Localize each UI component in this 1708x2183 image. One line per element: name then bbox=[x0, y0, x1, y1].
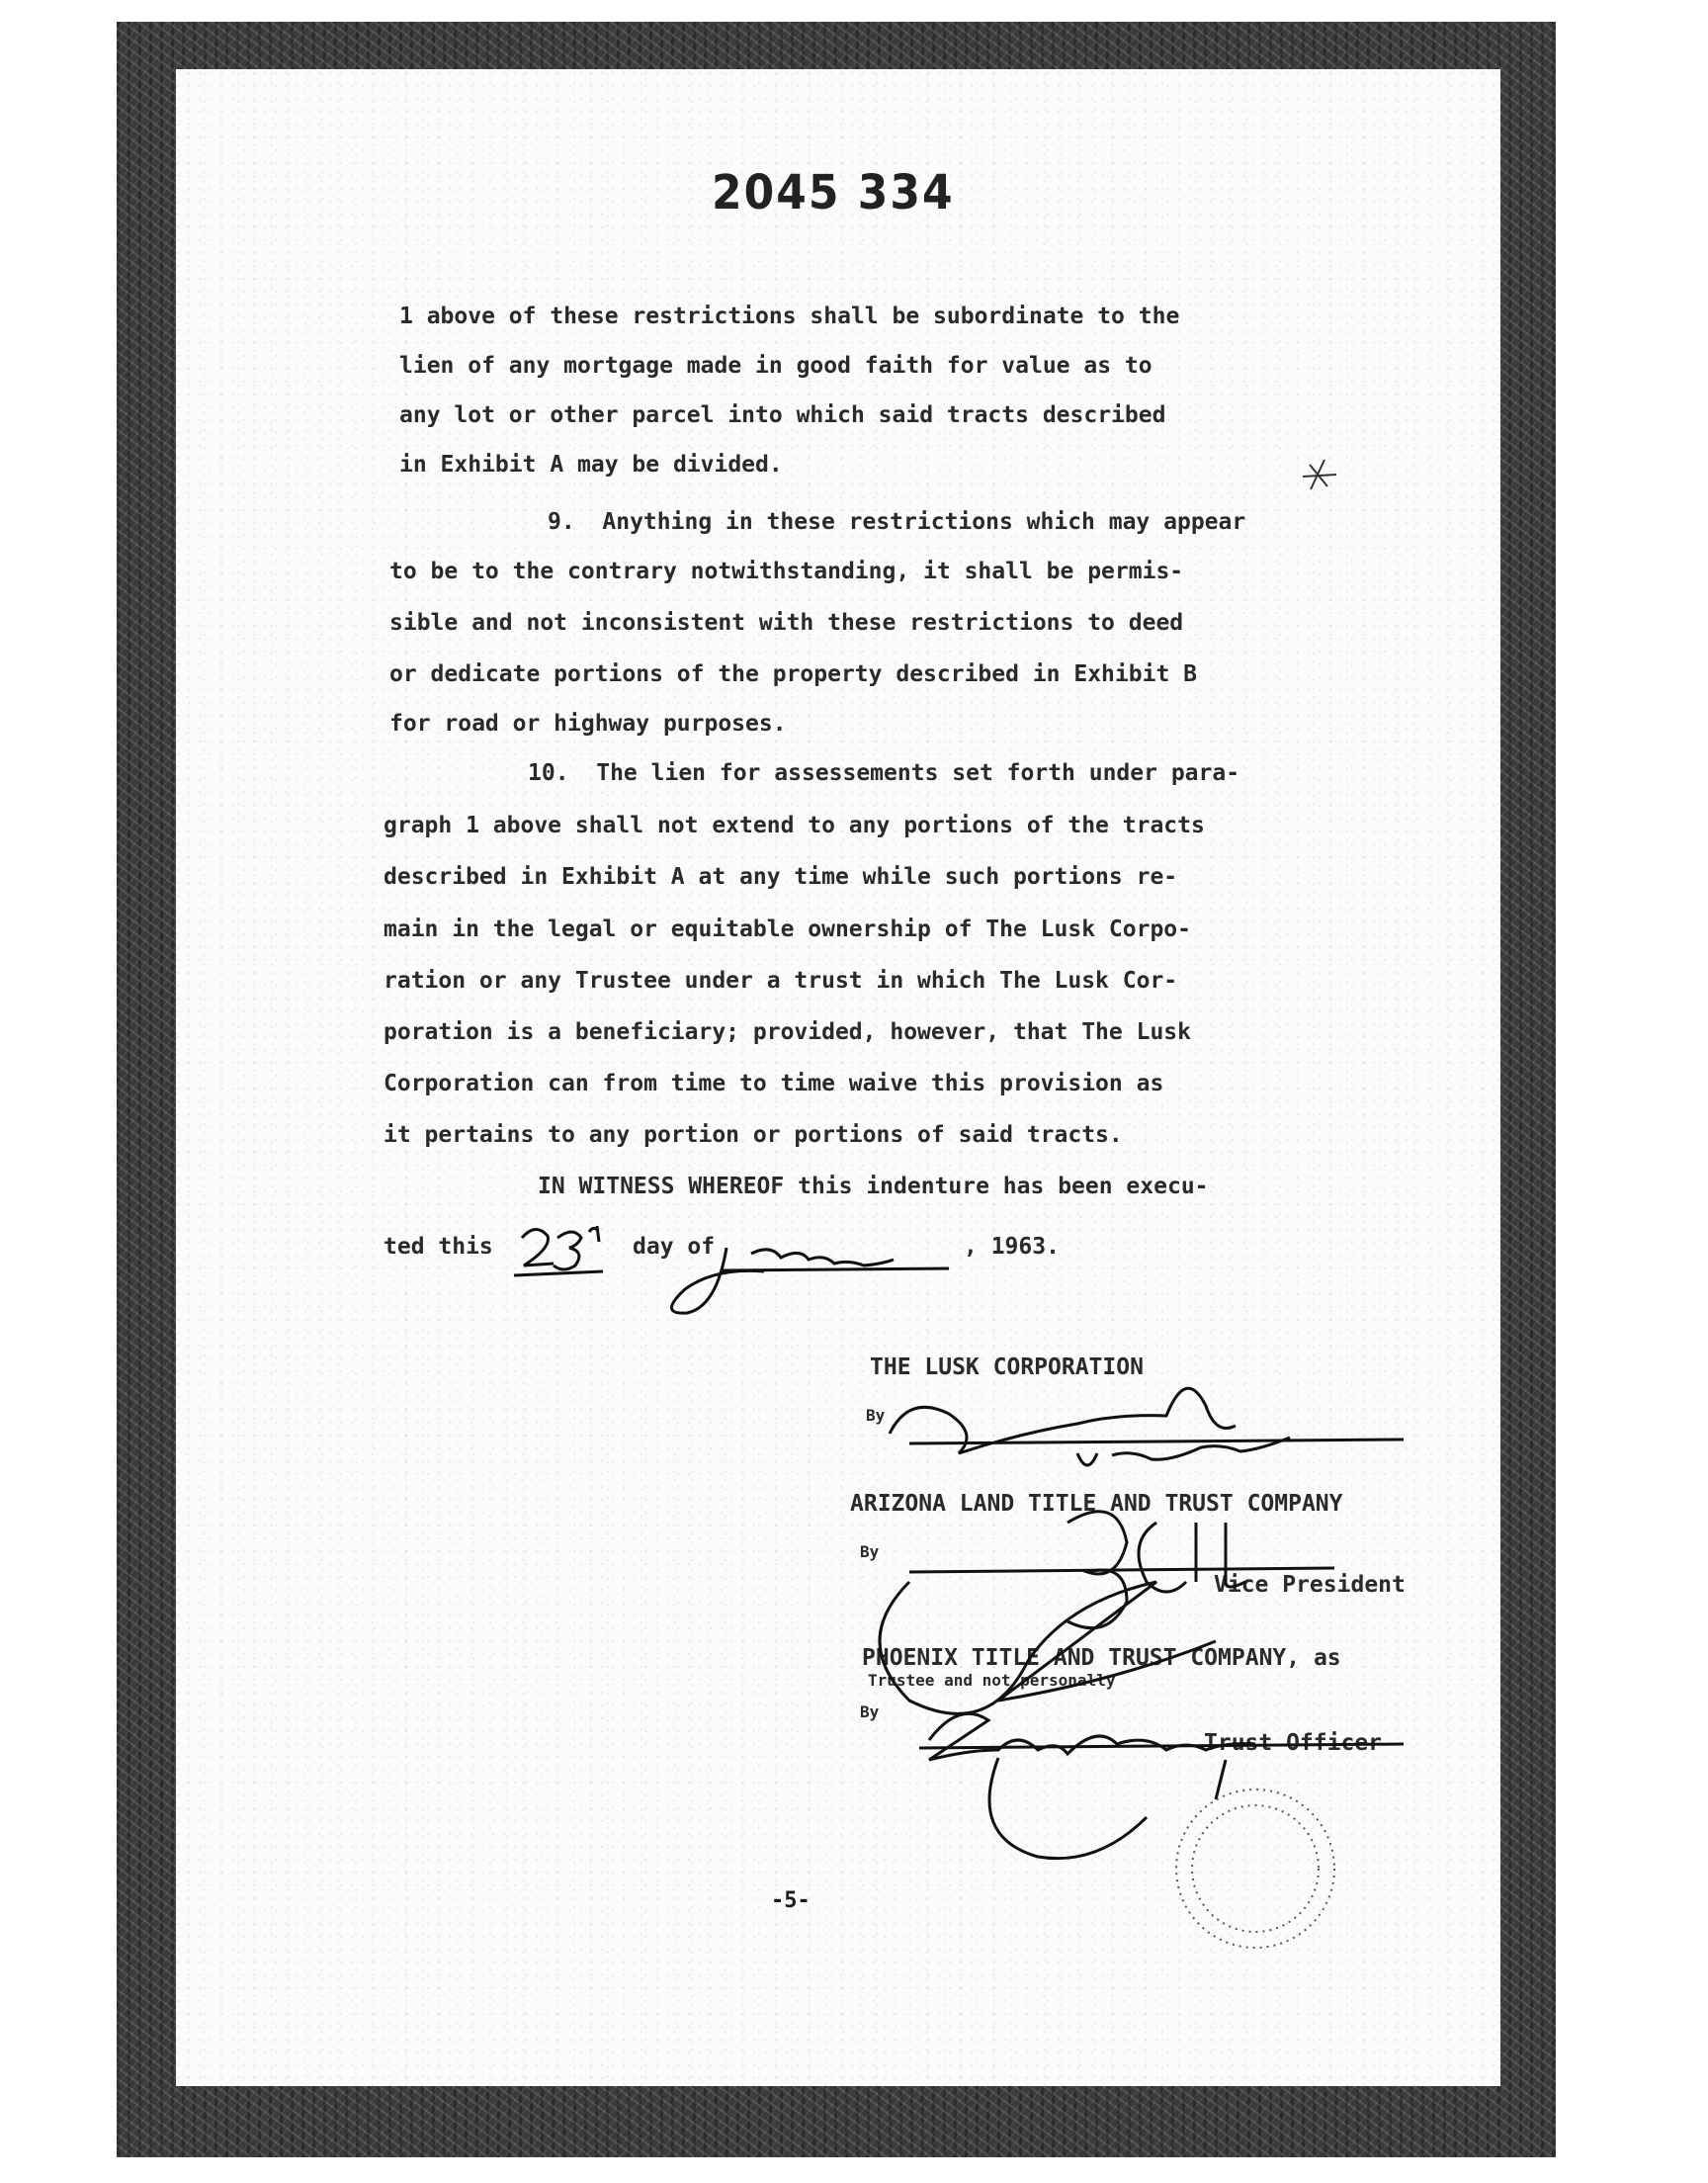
arizona-company-name: ARIZONA LAND TITLE AND TRUST COMPANY bbox=[850, 1491, 1343, 1517]
phoenix-by-label: By bbox=[860, 1703, 880, 1721]
recording-book-page-stamp: 2045 334 bbox=[712, 165, 955, 221]
body-line: lien of any mortgage made in good faith for value as to bbox=[399, 353, 1153, 379]
execution-day-of: day of bbox=[633, 1234, 716, 1260]
phoenix-company-name: PHOENIX TITLE AND TRUST COMPANY, as bbox=[862, 1645, 1341, 1671]
lusk-corporation-name: THE LUSK CORPORATION bbox=[870, 1354, 1144, 1380]
body-line: described in Exhibit A at any time while such portions re- bbox=[384, 864, 1178, 890]
phoenix-trustee-note: Trustee and not personally bbox=[868, 1671, 1116, 1690]
body-line: main in the legal or equitable ownership of The Lusk Corpo- bbox=[384, 917, 1191, 942]
notary-seal bbox=[1176, 1790, 1334, 1948]
lusk-by-label: By bbox=[866, 1406, 886, 1425]
body-line: Corporation can from time to time waive this provision as bbox=[384, 1071, 1164, 1096]
handwritten-day bbox=[514, 1226, 603, 1275]
execution-year: , 1963. bbox=[964, 1234, 1060, 1260]
body-line: ration or any Trustee under a trust in which The Lusk Cor- bbox=[384, 968, 1178, 994]
body-line: IN WITNESS WHEREOF this indenture has been execu- bbox=[538, 1174, 1209, 1199]
margin-mark bbox=[1303, 460, 1336, 489]
arizona-by-label: By bbox=[860, 1542, 880, 1561]
arizona-signature bbox=[880, 1512, 1334, 1714]
body-line: poration is a beneficiary; provided, however, that The Lusk bbox=[384, 1019, 1191, 1045]
page-number: -5- bbox=[771, 1888, 811, 1913]
phoenix-signer-title: Trust Officer bbox=[1204, 1730, 1383, 1756]
execution-prefix: ted this bbox=[384, 1234, 493, 1260]
body-line: 10. The lien for assessements set forth under para- bbox=[528, 760, 1240, 786]
body-line: 1 above of these restrictions shall be subordinate to the bbox=[399, 304, 1180, 329]
lusk-signature bbox=[890, 1388, 1404, 1465]
handwritten-month bbox=[671, 1248, 949, 1313]
body-line: or dedicate portions of the property described in Exhibit B bbox=[389, 661, 1197, 687]
arizona-signer-title: Vice President bbox=[1214, 1572, 1406, 1598]
body-line: it pertains to any portion or portions of said tracts. bbox=[384, 1122, 1123, 1148]
body-line: any lot or other parcel into which said tracts described bbox=[399, 402, 1166, 428]
body-line: 9. Anything in these restrictions which may appear bbox=[548, 509, 1246, 535]
body-line: for road or highway purposes. bbox=[389, 711, 787, 737]
phoenix-signature bbox=[919, 1713, 1404, 1858]
body-line: graph 1 above shall not extend to any portions of the tracts bbox=[384, 813, 1205, 838]
body-line: in Exhibit A may be divided. bbox=[399, 452, 783, 478]
body-line: sible and not inconsistent with these restrictions to deed bbox=[389, 610, 1184, 636]
body-line: to be to the contrary notwithstanding, it shall be permis- bbox=[389, 559, 1184, 584]
